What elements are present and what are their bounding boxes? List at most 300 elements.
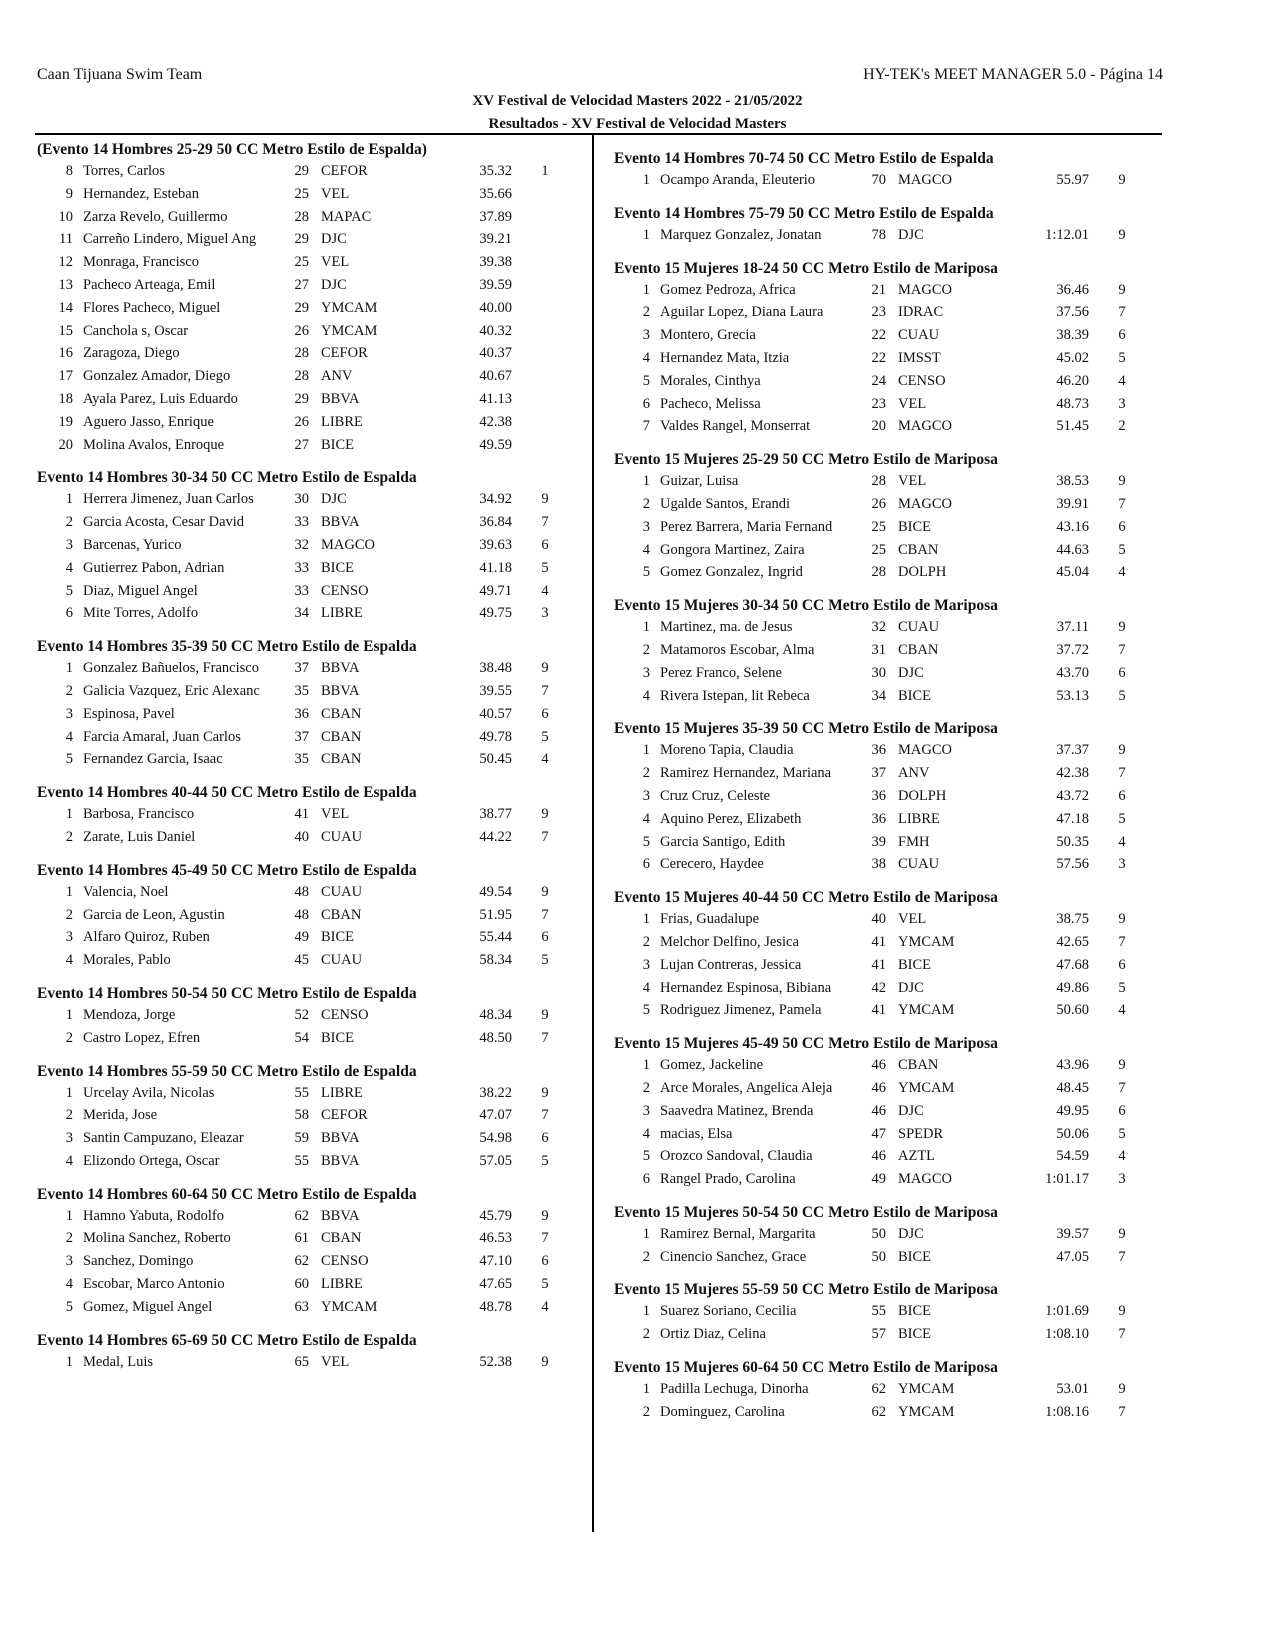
result-row [614, 999, 1154, 1022]
result-points: 3 [1118, 395, 1126, 412]
result-team: MAGCO [898, 495, 952, 512]
result-team: LIBRE [898, 810, 940, 827]
result-time: 47.65 [479, 1276, 512, 1293]
result-points: 7 [541, 1230, 549, 1247]
result-team: IDRAC [898, 304, 944, 321]
result-row [614, 1168, 1154, 1191]
result-points: 3 [541, 605, 549, 622]
result-age: 40 [871, 911, 886, 928]
result-points: 3 [1118, 1171, 1126, 1188]
result-time: 51.45 [1056, 418, 1089, 435]
result-points: 6 [1118, 664, 1126, 681]
result-team: CENSO [321, 1253, 369, 1270]
result-place: 13 [58, 276, 73, 293]
result-name: Morales, Cinthya [660, 372, 761, 389]
event-block [37, 139, 577, 456]
result-place: 18 [58, 390, 73, 407]
result-name: Rodriguez Jimenez, Pamela [660, 1002, 822, 1019]
result-row [37, 411, 577, 434]
result-age: 78 [871, 226, 886, 243]
result-points: 5 [541, 952, 549, 969]
result-points: 7 [541, 682, 549, 699]
result-time: 38.77 [479, 806, 512, 823]
result-age: 33 [294, 559, 309, 576]
result-place: 2 [65, 1230, 73, 1247]
result-place: 1 [65, 1353, 73, 1370]
result-row [37, 1273, 577, 1296]
event-block [37, 1061, 577, 1173]
event-title: Evento 14 Hombres 35-39 50 CC Metro Estilo de Espalda [37, 638, 417, 656]
result-time: 53.01 [1056, 1381, 1089, 1398]
result-row [37, 1205, 577, 1228]
result-name: Valdes Rangel, Monserrat [660, 418, 811, 435]
result-points: 4 [1118, 833, 1126, 850]
result-name: macias, Elsa [660, 1125, 733, 1142]
result-row [37, 488, 577, 511]
result-age: 28 [294, 208, 309, 225]
result-name: Escobar, Marco Antonio [83, 1276, 225, 1293]
result-row [37, 557, 577, 580]
result-row [37, 803, 577, 826]
result-row [614, 1401, 1154, 1424]
result-name: Pacheco, Melissa [660, 395, 761, 412]
result-team: BICE [321, 559, 355, 576]
result-name: Zarate, Luis Daniel [83, 828, 196, 845]
result-name: Elizondo Ortega, Oscar [83, 1152, 220, 1169]
event-block [37, 467, 577, 625]
result-team: CBAN [321, 1230, 362, 1247]
result-age: 34 [294, 605, 309, 622]
result-team: BBVA [321, 660, 360, 677]
result-time: 48.50 [479, 1029, 512, 1046]
result-name: Ortiz Diaz, Celina [660, 1326, 766, 1343]
result-place: 1 [642, 1057, 650, 1074]
event-title: Evento 14 Hombres 65-69 50 CC Metro Estilo de Espalda [37, 1331, 417, 1349]
result-name: Melchor Delfino, Jesica [660, 933, 799, 950]
result-row [614, 616, 1154, 639]
result-points: 9 [1118, 226, 1126, 243]
result-name: Zaragoza, Diego [83, 345, 180, 362]
result-time: 43.70 [1056, 664, 1089, 681]
result-place: 3 [65, 1253, 73, 1270]
result-row [614, 1378, 1154, 1401]
results-column-right [614, 148, 1154, 1435]
result-place: 2 [642, 933, 650, 950]
result-team: CENSO [321, 1006, 369, 1023]
result-team: CBAN [898, 641, 939, 658]
result-time: 41.13 [479, 390, 512, 407]
result-place: 4 [642, 1125, 650, 1142]
result-name: Gutierrez Pabon, Adrian [83, 559, 225, 576]
event-title: Evento 14 Hombres 60-64 50 CC Metro Estilo de Espalda [37, 1185, 417, 1203]
result-place: 4 [65, 1152, 73, 1169]
result-points: 4 [541, 1298, 549, 1315]
result-age: 28 [294, 345, 309, 362]
result-age: 58 [294, 1107, 309, 1124]
result-age: 25 [294, 254, 309, 271]
result-name: Orozco Sandoval, Claudia [660, 1148, 813, 1165]
event-title: Evento 15 Mujeres 50-54 50 CC Metro Estilo de Mariposa [614, 1203, 998, 1221]
result-name: Aquino Perez, Elizabeth [660, 810, 802, 827]
event-title: Evento 14 Hombres 75-79 50 CC Metro Estilo de Espalda [614, 204, 994, 222]
result-points: 7 [1118, 641, 1126, 658]
result-place: 5 [642, 1148, 650, 1165]
event-block [614, 718, 1154, 876]
result-team: BBVA [321, 1207, 360, 1224]
result-age: 23 [871, 304, 886, 321]
result-name: Perez Barrera, Maria Fernand [660, 518, 833, 535]
result-age: 65 [294, 1353, 309, 1370]
result-time: 47.07 [479, 1107, 512, 1124]
result-place: 5 [642, 372, 650, 389]
result-time: 37.37 [1056, 742, 1089, 759]
result-place: 4 [65, 559, 73, 576]
result-points: 5 [541, 728, 549, 745]
result-team: LIBRE [321, 1276, 363, 1293]
result-team: VEL [898, 473, 927, 490]
result-row [37, 1027, 577, 1050]
result-time: 49.78 [479, 728, 512, 745]
result-team: CUAU [321, 952, 363, 969]
result-time: 38.39 [1056, 327, 1089, 344]
result-row [614, 739, 1154, 762]
event-block [37, 1330, 577, 1374]
result-team: DOLPH [898, 787, 947, 804]
result-place: 1 [642, 742, 650, 759]
result-age: 25 [871, 541, 886, 558]
result-name: Hernandez Espinosa, Bibiana [660, 979, 832, 996]
result-name: Ocampo Aranda, Eleuterio [660, 172, 816, 188]
result-name: Ramirez Bernal, Margarita [660, 1225, 816, 1242]
result-time: 38.53 [1056, 473, 1089, 490]
result-points: 7 [1118, 1079, 1126, 1096]
result-team: BBVA [321, 682, 360, 699]
result-age: 37 [294, 728, 309, 745]
result-age: 48 [294, 883, 309, 900]
result-name: Hernandez Mata, Itzia [660, 349, 790, 366]
result-place: 4 [65, 952, 73, 969]
result-points: 9 [1118, 911, 1126, 928]
result-age: 46 [871, 1079, 886, 1096]
result-team: CBAN [898, 1057, 939, 1074]
result-points: 6 [541, 536, 549, 553]
result-name: Martinez, ma. de Jesus [660, 619, 793, 636]
result-row [614, 831, 1154, 854]
result-row [37, 434, 577, 457]
result-name: Santin Campuzano, Eleazar [83, 1130, 244, 1147]
result-row [37, 251, 577, 274]
result-time: 39.55 [479, 682, 512, 699]
result-points: 9 [1118, 281, 1126, 298]
result-time: 51.95 [479, 906, 512, 923]
result-team: BICE [898, 687, 932, 704]
result-row [37, 1150, 577, 1173]
result-points: 1 [541, 163, 549, 179]
result-place: 6 [642, 856, 650, 873]
result-row [614, 762, 1154, 785]
result-place: 15 [58, 322, 73, 339]
result-age: 62 [294, 1207, 309, 1224]
result-name: Molina Avalos, Enroque [83, 436, 225, 453]
result-row [614, 493, 1154, 516]
result-time: 40.37 [479, 345, 512, 362]
result-age: 62 [871, 1403, 886, 1420]
result-row [614, 908, 1154, 931]
software-page-label: HY-TEK's MEET MANAGER 5.0 - Página 14 [863, 66, 1163, 83]
result-place: 12 [58, 254, 73, 271]
result-name: Gomez Gonzalez, Ingrid [660, 564, 803, 581]
result-row [37, 703, 577, 726]
result-name: Hernandez, Esteban [83, 185, 199, 202]
result-team: BICE [321, 436, 355, 453]
result-points: 6 [541, 929, 549, 946]
result-place: 4 [65, 728, 73, 745]
event-title: Evento 15 Mujeres 55-59 50 CC Metro Estilo de Mariposa [614, 1281, 998, 1299]
result-time: 45.04 [1056, 564, 1089, 581]
result-name: Zarza Revelo, Guillermo [83, 208, 228, 225]
result-place: 2 [65, 828, 73, 845]
result-row [614, 1246, 1154, 1269]
result-place: 4 [642, 687, 650, 704]
result-points: 9 [541, 660, 549, 677]
result-row [37, 228, 577, 251]
result-row [37, 365, 577, 388]
event-block [614, 449, 1154, 584]
result-team: CEFOR [321, 345, 368, 362]
result-time: 45.79 [479, 1207, 512, 1224]
result-row [614, 1100, 1154, 1123]
event-title: Evento 15 Mujeres 40-44 50 CC Metro Estilo de Mariposa [614, 889, 998, 907]
result-row [614, 808, 1154, 831]
result-team: CUAU [321, 828, 363, 845]
event-block [614, 258, 1154, 439]
result-name: Valencia, Noel [83, 883, 169, 900]
result-team: YMCAM [898, 1403, 955, 1420]
result-age: 26 [871, 495, 886, 512]
result-row [614, 785, 1154, 808]
result-name: Cinencio Sanchez, Grace [660, 1248, 807, 1265]
result-age: 41 [294, 806, 309, 823]
result-place: 1 [642, 911, 650, 928]
result-time: 44.63 [1056, 541, 1089, 558]
result-points: 9 [541, 883, 549, 900]
result-age: 29 [294, 231, 309, 248]
result-age: 49 [294, 929, 309, 946]
result-time: 43.16 [1056, 518, 1089, 535]
result-name: Lujan Contreras, Jessica [660, 956, 802, 973]
result-row [614, 639, 1154, 662]
result-points: 6 [541, 705, 549, 722]
result-place: 9 [65, 185, 73, 202]
result-place: 2 [65, 1029, 73, 1046]
result-place: 3 [642, 664, 650, 681]
event-block [614, 1279, 1154, 1346]
result-points: 5 [1118, 810, 1126, 827]
result-place: 4 [642, 541, 650, 558]
team-name: Caan Tijuana Swim Team [37, 66, 203, 83]
result-team: AZTL [898, 1148, 936, 1165]
column-divider [592, 134, 594, 1532]
result-team: MAGCO [898, 742, 952, 759]
result-team: YMCAM [321, 1298, 378, 1315]
result-team: DJC [321, 491, 347, 508]
result-place: 5 [65, 1298, 73, 1315]
result-name: Torres, Carlos [83, 163, 165, 179]
result-name: Monraga, Francisco [83, 254, 199, 271]
result-points: 7 [1118, 933, 1126, 950]
result-points: 6 [1118, 956, 1126, 973]
result-age: 35 [294, 751, 309, 768]
result-place: 2 [642, 1248, 650, 1265]
result-points: 9 [1118, 473, 1126, 490]
result-team: BICE [898, 956, 932, 973]
result-time: 47.18 [1056, 810, 1089, 827]
result-row [37, 904, 577, 927]
result-name: Ayala Parez, Luis Eduardo [83, 390, 238, 407]
result-age: 55 [294, 1084, 309, 1101]
result-age: 23 [871, 395, 886, 412]
result-name: Matamoros Escobar, Alma [660, 641, 815, 658]
result-time: 46.20 [1056, 372, 1089, 389]
result-place: 19 [58, 413, 73, 430]
result-time: 34.92 [479, 491, 512, 508]
result-place: 2 [642, 765, 650, 782]
event-block [614, 1357, 1154, 1424]
result-points: 7 [1118, 1326, 1126, 1343]
result-team: VEL [898, 911, 927, 928]
result-points: 3 [1118, 856, 1126, 873]
result-age: 22 [871, 327, 886, 344]
result-place: 1 [65, 660, 73, 677]
result-points: 4 [1118, 564, 1126, 581]
event-block [37, 782, 577, 849]
result-time: 42.65 [1056, 933, 1089, 950]
result-time: 44.22 [479, 828, 512, 845]
result-name: Sanchez, Domingo [83, 1253, 194, 1270]
result-age: 29 [294, 299, 309, 316]
result-place: 20 [58, 436, 73, 453]
result-name: Merida, Jose [83, 1107, 158, 1124]
result-row [37, 534, 577, 557]
result-name: Fernandez Garcia, Isaac [83, 751, 223, 768]
result-time: 39.21 [479, 231, 512, 248]
result-age: 60 [294, 1276, 309, 1293]
result-name: Flores Pacheco, Miguel [83, 299, 221, 316]
result-team: MAGCO [898, 281, 952, 298]
result-age: 37 [871, 765, 886, 782]
result-name: Garcia Acosta, Cesar David [83, 514, 245, 531]
result-team: VEL [321, 185, 350, 202]
result-time: 1:01.17 [1045, 1171, 1089, 1188]
result-place: 3 [65, 536, 73, 553]
result-age: 33 [294, 514, 309, 531]
result-time: 40.67 [479, 368, 512, 385]
result-place: 5 [65, 582, 73, 599]
result-age: 27 [294, 276, 309, 293]
result-row [614, 169, 1154, 192]
result-row [614, 1123, 1154, 1146]
result-row [37, 1127, 577, 1150]
result-row [37, 748, 577, 771]
result-row [614, 347, 1154, 370]
result-time: 35.66 [479, 185, 512, 202]
result-age: 36 [871, 810, 886, 827]
result-team: CEFOR [321, 163, 368, 179]
result-time: 50.60 [1056, 1002, 1089, 1019]
result-team: CEFOR [321, 1107, 368, 1124]
event-block [614, 1033, 1154, 1191]
result-time: 1:08.10 [1045, 1326, 1089, 1343]
result-row [37, 881, 577, 904]
result-team: ANV [898, 765, 930, 782]
result-time: 36.46 [1056, 281, 1089, 298]
result-time: 40.00 [479, 299, 512, 316]
result-place: 2 [642, 495, 650, 512]
result-time: 39.59 [479, 276, 512, 293]
event-block [614, 203, 1154, 247]
result-time: 35.32 [479, 163, 512, 179]
result-row [37, 680, 577, 703]
result-place: 1 [642, 619, 650, 636]
result-age: 34 [871, 687, 886, 704]
result-row [614, 1223, 1154, 1246]
result-points: 9 [541, 1207, 549, 1224]
result-points: 9 [1118, 1225, 1126, 1242]
result-team: BBVA [321, 1130, 360, 1147]
result-time: 52.38 [479, 1353, 512, 1370]
result-team: BICE [898, 518, 932, 535]
result-row [614, 662, 1154, 685]
result-name: Barcenas, Yurico [83, 536, 182, 553]
result-name: Mite Torres, Adolfo [83, 605, 199, 622]
result-team: CUAU [898, 327, 940, 344]
result-points: 6 [1118, 327, 1126, 344]
result-row [614, 539, 1154, 562]
result-age: 63 [294, 1298, 309, 1315]
result-points: 5 [1118, 349, 1126, 366]
result-name: Gonzalez Amador, Diego [83, 368, 231, 385]
result-place: 1 [642, 473, 650, 490]
result-time: 47.05 [1056, 1248, 1089, 1265]
result-place: 5 [65, 751, 73, 768]
result-place: 11 [59, 231, 73, 248]
result-name: Farcia Amaral, Juan Carlos [83, 728, 241, 745]
result-time: 49.59 [479, 436, 512, 453]
result-time: 49.95 [1056, 1102, 1089, 1119]
result-team: DOLPH [898, 564, 947, 581]
event-block [614, 1202, 1154, 1269]
result-points: 5 [541, 1276, 549, 1293]
result-row [37, 320, 577, 343]
result-age: 62 [871, 1381, 886, 1398]
result-row [614, 516, 1154, 539]
result-row [37, 1250, 577, 1273]
result-points: 9 [1118, 1303, 1126, 1320]
result-name: Suarez Soriano, Cecilia [660, 1303, 797, 1320]
result-place: 1 [642, 1381, 650, 1398]
result-points: 9 [1118, 619, 1126, 636]
result-team: IMSST [898, 349, 941, 366]
result-points: 5 [1118, 541, 1126, 558]
result-place: 2 [642, 1403, 650, 1420]
event-block [37, 860, 577, 972]
result-team: DJC [898, 664, 924, 681]
result-name: Garcia Santigo, Edith [660, 833, 786, 850]
result-time: 39.57 [1056, 1225, 1089, 1242]
result-name: Ugalde Santos, Erandi [660, 495, 791, 512]
result-place: 1 [65, 1084, 73, 1101]
result-row [614, 370, 1154, 393]
